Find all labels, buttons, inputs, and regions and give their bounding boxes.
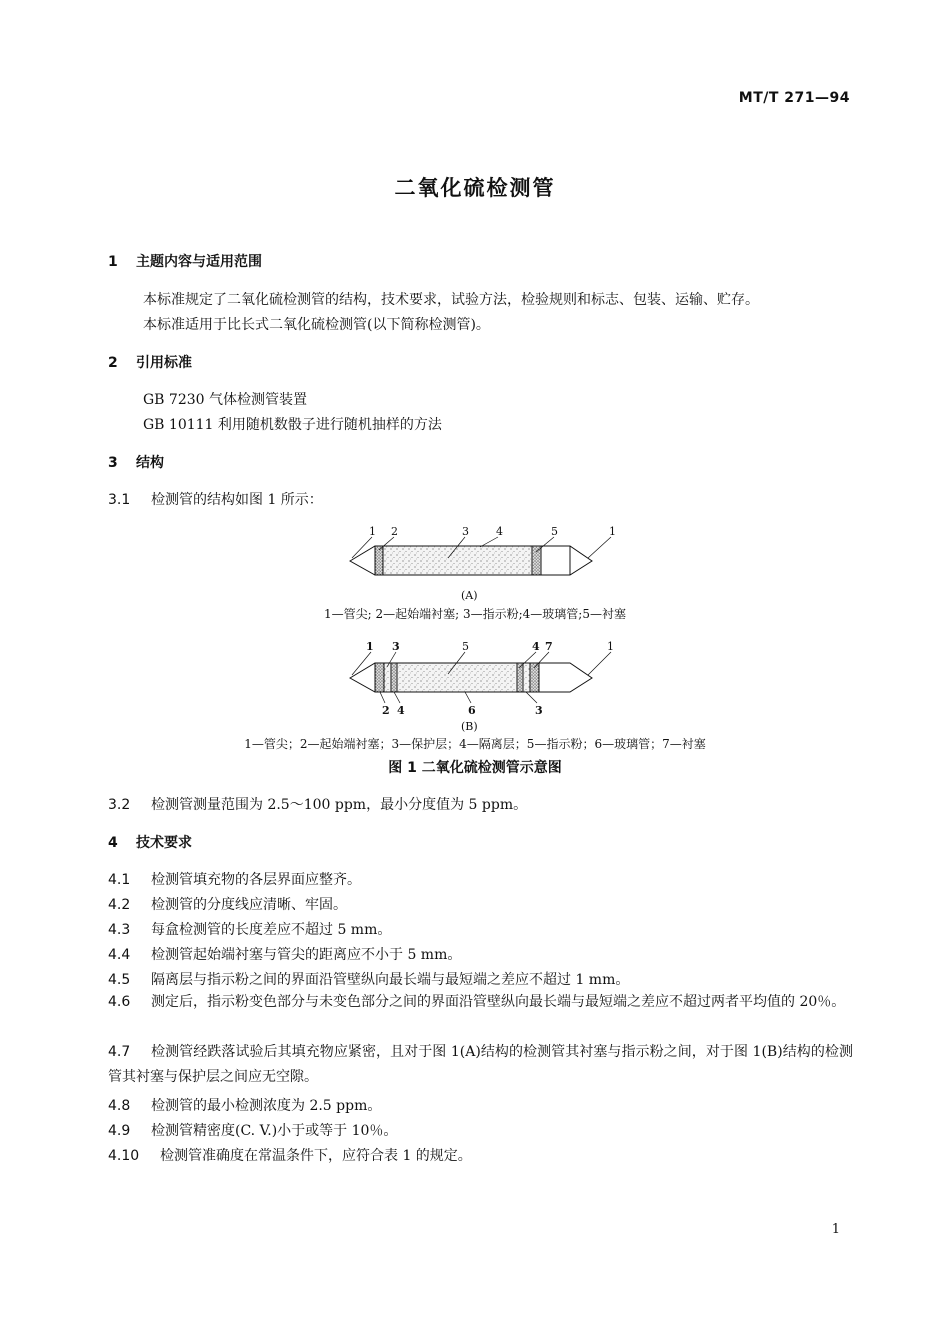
standard-code: MT/T 271—94 <box>738 90 850 106</box>
protective-layer-b <box>384 663 391 692</box>
clause-4-5 <box>108 969 629 989</box>
clause-4-10 <box>108 1145 472 1165</box>
figure-1-diagram <box>330 518 640 753</box>
start-plug-b <box>375 663 384 692</box>
clause-number: 4.9 <box>108 1123 131 1139</box>
clause-text: 检测管精密度(C. V.)小于或等于 10％。 <box>151 1123 398 1139</box>
label-b-1: 1 <box>366 640 374 653</box>
section-1-paragraph-1: 本标准规定了二氧化硫检测管的结构，技术要求，试验方法，检验规则和标志、包装、运输、贮存。 <box>143 292 759 308</box>
clause-text: 检测管的结构如图 1 所示： <box>151 492 323 508</box>
clause-number: 4.8 <box>108 1098 131 1114</box>
clause-number: 3.2 <box>108 797 131 813</box>
figure-b-sub: (B) <box>461 720 478 733</box>
clause-number: 4.6 <box>108 994 131 1010</box>
clause-4-9 <box>108 1120 397 1140</box>
clause-number: 4.4 <box>108 947 131 963</box>
label-b-7: 7 <box>545 640 553 653</box>
clause-4-3 <box>108 919 391 939</box>
clause-text: 检测管填充物的各层界面应整齐。 <box>151 872 361 888</box>
clause-4-8 <box>108 1095 381 1115</box>
section-1-paragraph-2: 本标准适用于比长式二氧化硫检测管(以下简称检测管)。 <box>143 317 490 333</box>
reference-1: GB 7230 气体检测管装置 <box>143 392 308 408</box>
section-number: 2 <box>108 355 118 371</box>
label-b-6: 6 <box>468 704 476 717</box>
isolation-layer-b <box>391 663 397 692</box>
clause-text: 隔离层与指示粉之间的界面沿管壁纵向最长端与最短端之差应不超过 1 mm。 <box>151 972 630 988</box>
indicator-powder-a <box>383 546 532 575</box>
start-plug-a <box>375 546 383 575</box>
clause-text: 测定后，指示粉变色部分与未变色部分之间的界面沿管壁纵向最长端与最短端之差应不超过两者平均值的 20％。 <box>151 994 846 1010</box>
clause-4-7 <box>108 1040 853 1090</box>
clause-4-4 <box>108 944 461 964</box>
figure-caption: 图 1 二氧化硫检测管示意图 <box>388 760 562 776</box>
label-a-2: 2 <box>391 525 398 538</box>
clause-text: 检测管测量范围为 2.5～100 ppm，最小分度值为 5 ppm。 <box>151 797 528 813</box>
section-title: 技术要求 <box>136 835 192 851</box>
clause-text: 检测管经跌落试验后其填充物应紧密，且对于图 1(A)结构的检测管其衬塞与指示粉之间，对于图 1(B)结构的检测管其衬塞与保护层之间应无空隙。 <box>108 1044 853 1085</box>
clause-text: 检测管的最小检测浓度为 2.5 ppm。 <box>151 1098 382 1114</box>
label-b-1b: 1 <box>607 640 614 653</box>
label-b-3-bottom: 3 <box>535 704 543 717</box>
clause-number: 4.10 <box>108 1148 140 1164</box>
indicator-powder-b <box>397 663 517 692</box>
clause-4-2 <box>108 894 347 914</box>
clause-3-1 <box>108 489 323 509</box>
figure-b-legend: 1—管尖；2—起始端衬塞；3—保护层；4—隔离层；5—指示粉；6—玻璃管；7—衬塞 <box>244 737 706 751</box>
clause-number: 4.7 <box>108 1044 131 1060</box>
label-b-4: 4 <box>532 640 540 653</box>
clause-number: 4.1 <box>108 872 131 888</box>
label-b-3: 3 <box>392 640 400 653</box>
section-title: 引用标准 <box>136 355 192 371</box>
section-title: 主题内容与适用范围 <box>136 254 262 270</box>
section-2-heading <box>108 352 192 372</box>
page-title: 二氧化硫检测管 <box>394 176 556 200</box>
section-number: 4 <box>108 835 118 851</box>
clause-number: 4.2 <box>108 897 131 913</box>
clause-text: 检测管准确度在常温条件下，应符合表 1 的规定。 <box>160 1148 472 1164</box>
section-1-heading <box>108 251 262 271</box>
label-a-3: 3 <box>462 525 469 538</box>
clause-number: 4.3 <box>108 922 131 938</box>
clause-3-2 <box>108 794 527 814</box>
section-title: 结构 <box>136 455 164 471</box>
page-number: 1 <box>831 1222 840 1237</box>
section-4-heading <box>108 832 192 852</box>
label-b-5: 5 <box>462 640 469 653</box>
clause-4-1 <box>108 869 361 889</box>
clause-text: 检测管起始端衬塞与管尖的距离应不小于 5 mm。 <box>151 947 462 963</box>
figure-a-sub: (A) <box>461 589 478 602</box>
clause-4-6 <box>108 990 853 1015</box>
figure-a-legend: 1—管尖; 2—起始端衬塞; 3—指示粉;4—玻璃管;5—衬塞 <box>324 607 626 621</box>
plug-a <box>532 546 541 575</box>
label-a-4: 4 <box>496 525 503 538</box>
section-number: 3 <box>108 455 118 471</box>
clause-number: 3.1 <box>108 492 131 508</box>
label-a-5: 5 <box>551 525 558 538</box>
clause-text: 每盒检测管的长度差应不超过 5 mm。 <box>151 922 392 938</box>
reference-2: GB 10111 利用随机数骰子进行随机抽样的方法 <box>143 417 442 433</box>
clause-text: 检测管的分度线应清晰、牢固。 <box>151 897 347 913</box>
label-b-4-bottom: 4 <box>397 704 405 717</box>
label-a-1b: 1 <box>609 525 616 538</box>
section-3-heading <box>108 452 164 472</box>
clause-number: 4.5 <box>108 972 131 988</box>
label-a-1: 1 <box>369 525 376 538</box>
section-number: 1 <box>108 254 118 270</box>
tube-a <box>350 525 616 575</box>
label-b-2: 2 <box>382 704 390 717</box>
tube-b <box>350 640 614 717</box>
protective-layer-b2 <box>523 663 530 692</box>
